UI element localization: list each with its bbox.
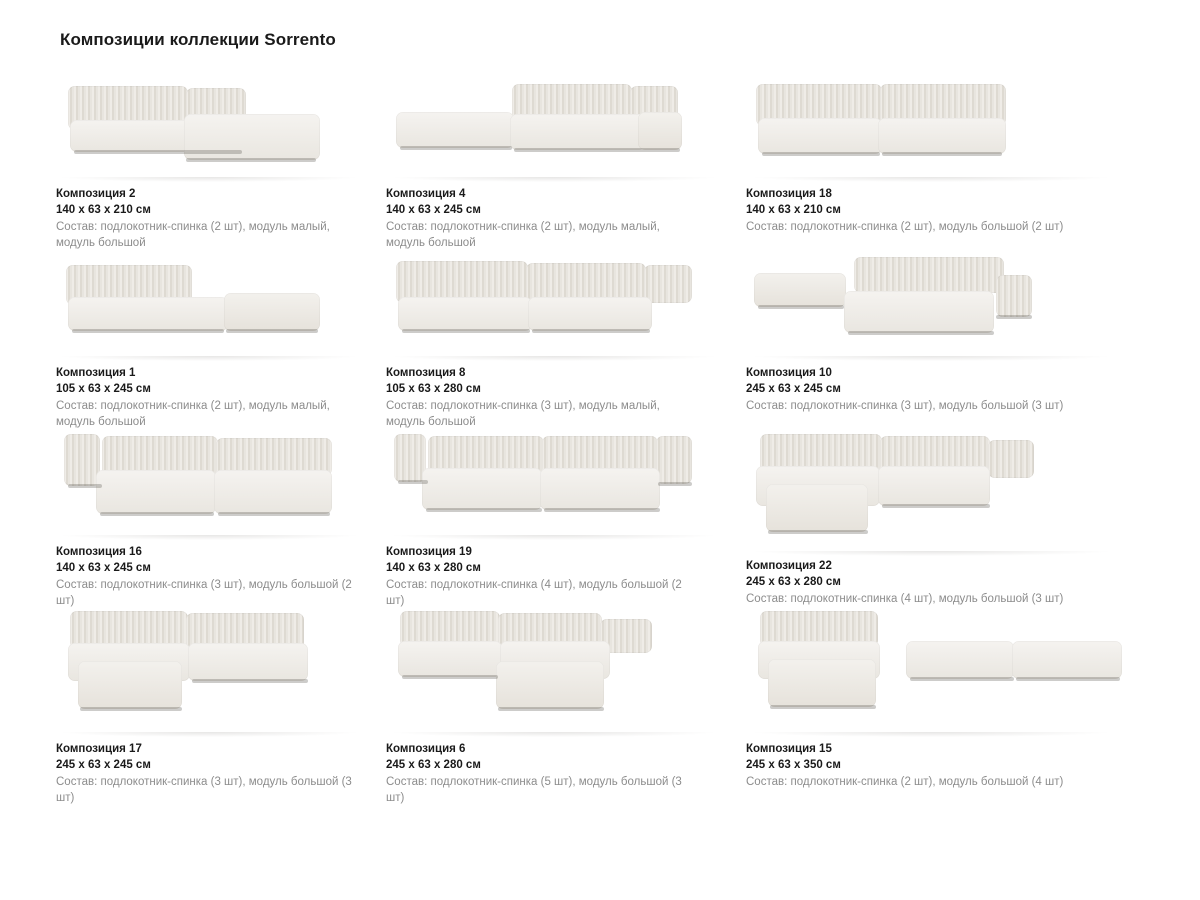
sofa-diagram-comp-6: [386, 609, 736, 735]
composition-illustration: [386, 609, 736, 735]
composition-name: Композиция 4: [386, 188, 466, 200]
composition-caption: [56, 186, 376, 251]
composition-dimensions: 245 x 63 x 245 см: [746, 383, 841, 395]
sofa-diagram-comp-1: [56, 251, 376, 359]
composition-set: Состав: подлокотник-спинка (5 шт), модуль большой (3 шт): [386, 776, 682, 804]
composition-name: Композиция 22: [746, 560, 832, 572]
composition-card[interactable]: [746, 251, 1142, 430]
composition-caption: [386, 186, 736, 251]
composition-dimensions: 245 x 63 x 245 см: [56, 759, 151, 771]
composition-card[interactable]: [386, 251, 746, 430]
composition-dimensions: 140 x 63 x 245 см: [386, 204, 481, 216]
sofa-diagram-comp-16: [56, 430, 376, 538]
composition-illustration: [386, 251, 736, 359]
composition-card[interactable]: [56, 72, 386, 251]
composition-card[interactable]: [386, 72, 746, 251]
composition-caption: [746, 558, 1132, 607]
composition-set: Состав: подлокотник-спинка (2 шт), модуль малый, модуль большой: [56, 400, 330, 428]
sofa-diagram-comp-10: [746, 251, 1132, 359]
composition-illustration: [746, 609, 1132, 735]
composition-card[interactable]: [746, 609, 1142, 806]
composition-name: Композиция 1: [56, 367, 136, 379]
sofa-diagram-comp-19: [386, 430, 736, 538]
composition-illustration: [386, 430, 736, 538]
composition-dimensions: 245 x 63 x 280 см: [746, 576, 841, 588]
composition-illustration: [746, 251, 1132, 359]
composition-dimensions: 245 x 63 x 350 см: [746, 759, 841, 771]
composition-caption: [56, 741, 376, 806]
composition-name: Композиция 6: [386, 743, 466, 755]
composition-set: Состав: подлокотник-спинка (4 шт), модуль большой (3 шт): [746, 593, 1064, 605]
composition-card[interactable]: [56, 609, 386, 806]
composition-card[interactable]: [56, 430, 386, 609]
composition-name: Композиция 18: [746, 188, 832, 200]
composition-caption: [56, 544, 376, 609]
composition-grid: [56, 72, 1144, 806]
composition-dimensions: 245 x 63 x 280 см: [386, 759, 481, 771]
sofa-diagram-comp-4: [386, 72, 736, 180]
composition-card[interactable]: [746, 430, 1142, 609]
composition-caption: [746, 186, 1132, 235]
page-title: Композиции коллекции Sorrento: [60, 30, 336, 49]
composition-set: Состав: подлокотник-спинка (2 шт), модуль большой (4 шт): [746, 776, 1064, 788]
composition-card[interactable]: [746, 72, 1142, 251]
composition-dimensions: 105 x 63 x 280 см: [386, 383, 481, 395]
composition-dimensions: 140 x 63 x 245 см: [56, 562, 151, 574]
sofa-diagram-comp-15: [746, 609, 1132, 735]
composition-illustration: [386, 72, 736, 180]
composition-dimensions: 140 x 63 x 210 см: [56, 204, 151, 216]
composition-caption: [56, 365, 376, 430]
composition-caption: [746, 365, 1132, 414]
composition-set: Состав: подлокотник-спинка (2 шт), модуль малый, модуль большой: [56, 221, 330, 249]
composition-set: Состав: подлокотник-спинка (3 шт), модуль большой (2 шт): [56, 579, 352, 607]
composition-dimensions: 105 x 63 x 245 см: [56, 383, 151, 395]
sofa-diagram-comp-8: [386, 251, 736, 359]
composition-caption: [386, 544, 736, 609]
composition-set: Состав: подлокотник-спинка (3 шт), модуль большой (3 шт): [746, 400, 1064, 412]
composition-set: Состав: подлокотник-спинка (3 шт), модуль малый, модуль большой: [386, 400, 660, 428]
composition-name: Композиция 8: [386, 367, 466, 379]
composition-card[interactable]: [386, 609, 746, 806]
composition-illustration: [56, 72, 376, 180]
composition-illustration: [56, 609, 376, 735]
composition-illustration: [56, 430, 376, 538]
composition-caption: [386, 365, 736, 430]
composition-name: Композиция 19: [386, 546, 472, 558]
composition-card[interactable]: [386, 430, 746, 609]
sofa-diagram-comp-2: [56, 72, 376, 180]
composition-dimensions: 140 x 63 x 210 см: [746, 204, 841, 216]
sofa-diagram-comp-18: [746, 72, 1132, 180]
composition-set: Состав: подлокотник-спинка (3 шт), модуль большой (3 шт): [56, 776, 352, 804]
sofa-diagram-comp-17: [56, 609, 376, 735]
composition-name: Композиция 16: [56, 546, 142, 558]
composition-set: Состав: подлокотник-спинка (2 шт), модуль большой (2 шт): [746, 221, 1064, 233]
composition-set: Состав: подлокотник-спинка (2 шт), модуль малый, модуль большой: [386, 221, 660, 249]
composition-name: Композиция 2: [56, 188, 136, 200]
composition-dimensions: 140 x 63 x 280 см: [386, 562, 481, 574]
composition-name: Композиция 17: [56, 743, 142, 755]
composition-illustration: [56, 251, 376, 359]
composition-name: Композиция 10: [746, 367, 832, 379]
composition-illustration: [746, 430, 1132, 554]
composition-name: Композиция 15: [746, 743, 832, 755]
composition-illustration: [746, 72, 1132, 180]
composition-caption: [386, 741, 736, 806]
composition-card[interactable]: [56, 251, 386, 430]
composition-set: Состав: подлокотник-спинка (4 шт), модуль большой (2 шт): [386, 579, 682, 607]
composition-caption: [746, 741, 1132, 790]
sofa-diagram-comp-22: [746, 430, 1132, 554]
